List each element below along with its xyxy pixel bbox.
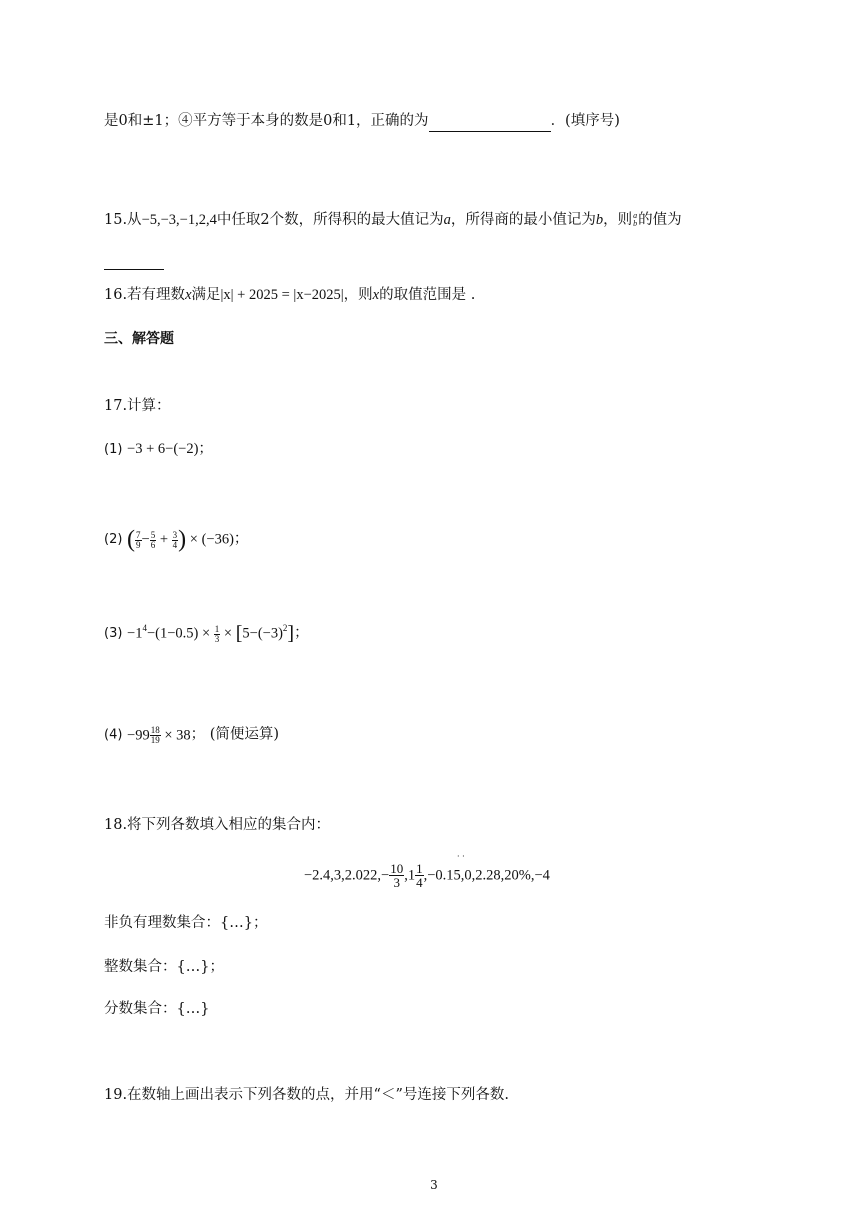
page-number: 3 (430, 1178, 438, 1192)
q18-number-list: −2.4,3,2.022,− $\frac{10}{3}$ ,1 $\frac{1}{4}$ ,−0.15,0,2.28,20%,−4 (304, 861, 550, 890)
q15-var-b: b (595, 212, 604, 228)
q15-text-1: 中任取2个数，所得积的最大值记为 (216, 212, 444, 228)
q16-text-2: ，则 (343, 287, 373, 303)
q18-frac-1-4: $\frac{1}{4}$ (416, 861, 423, 890)
question-17-title: 17.计算： (104, 398, 171, 414)
set-integer: 整数集合：{…}； (104, 959, 224, 975)
q17-item-2-frac-3: $\frac{3}{4}$ (172, 529, 178, 550)
q17-item-4-tail: ； (简便运算) (190, 726, 280, 743)
q15-prefix: 15.从 (104, 212, 142, 228)
q17-item-2-index: (2) (104, 531, 123, 547)
question-14-tail (104, 114, 620, 132)
q18-frac-10-3: $\frac{10}{3}$ (390, 861, 404, 890)
q17-item-2-expression: ( $\frac{7}{9}$ − $\frac{5}{6}$ + $\frac{3}{4}$ ) × (−36) (127, 527, 234, 553)
q15-suffix: 的值为 (638, 212, 682, 228)
q17-item-2-frac-2: $\frac{5}{6}$ (150, 529, 156, 550)
repeating-decimal-dots: · · (457, 852, 465, 861)
q17-item-1-expression: −3 + 6−(−2) (127, 441, 199, 457)
q16-prefix: 16.若有理数 (104, 287, 186, 303)
q14-answer-blank[interactable] (429, 116, 551, 132)
q16-var-x: x (185, 287, 192, 303)
q14-text-after: ．(填序号) (550, 113, 620, 129)
set-fraction: 分数集合：{…} (104, 1001, 210, 1017)
q17-item-4 (104, 726, 279, 745)
question-18-title: 18.将下列各数填入相应的集合内： (104, 817, 331, 833)
q15-numbers: −5,−3,−1,2,4 (141, 212, 217, 228)
q17-item-1-tail: ； (198, 441, 213, 457)
q16-equation: |x| + 2025 = |x−2025| (220, 287, 344, 303)
q14-circle-number: ④ (178, 113, 193, 129)
q17-item-3-frac: $\frac{1}{3}$ (214, 623, 220, 644)
q14-text-mid: 平方等于本身的数是0和1，正确的为 (192, 113, 429, 129)
q15-answer-blank[interactable] (104, 254, 164, 270)
q15-fraction-a-over-b: a b (633, 211, 638, 228)
q17-item-2 (104, 528, 248, 552)
q15-text-2: ，所得商的最小值记为 (450, 212, 596, 228)
section-3-heading: 三、解答题 (104, 331, 174, 347)
question-19: 19.在数轴上画出表示下列各数的点，并用“＜”号连接下列各数. (104, 1087, 509, 1103)
q17-item-3-tail: ； (294, 625, 309, 642)
q16-suffix: 的取值范围是 . (379, 287, 476, 303)
q15-text-3: ，则 (603, 212, 633, 228)
q17-item-1 (104, 442, 213, 457)
q17-item-1-index: (1) (104, 442, 123, 457)
q17-item-2-frac-1: $\frac{7}{9}$ (136, 529, 141, 550)
q17-item-3-expression: $-1^4-(1-0.5)$ × $\frac{1}{3}$ × $[5-(-3)^2]$ (127, 623, 295, 645)
q16-text-1: 满足 (191, 287, 221, 303)
q17-item-3-index: (3) (104, 625, 123, 641)
question-15 (104, 212, 682, 228)
q15-var-a: a (443, 212, 451, 228)
q17-item-4-expression: −99 $\frac{18}{19}$ × 38 (127, 725, 191, 745)
q17-item-4-frac: $\frac{18}{19}$ (150, 725, 160, 745)
set-nonnegative-rational: 非负有理数集合：{…}； (104, 915, 268, 931)
q17-item-3 (104, 624, 309, 644)
q15-answer-line (104, 252, 164, 270)
q14-text-before: 是0和±1； (104, 113, 179, 129)
q17-item-2-tail: ； (233, 531, 249, 548)
question-16 (104, 288, 475, 303)
q17-item-4-index: (4) (104, 727, 123, 743)
q16-var-x2: x (372, 287, 380, 303)
